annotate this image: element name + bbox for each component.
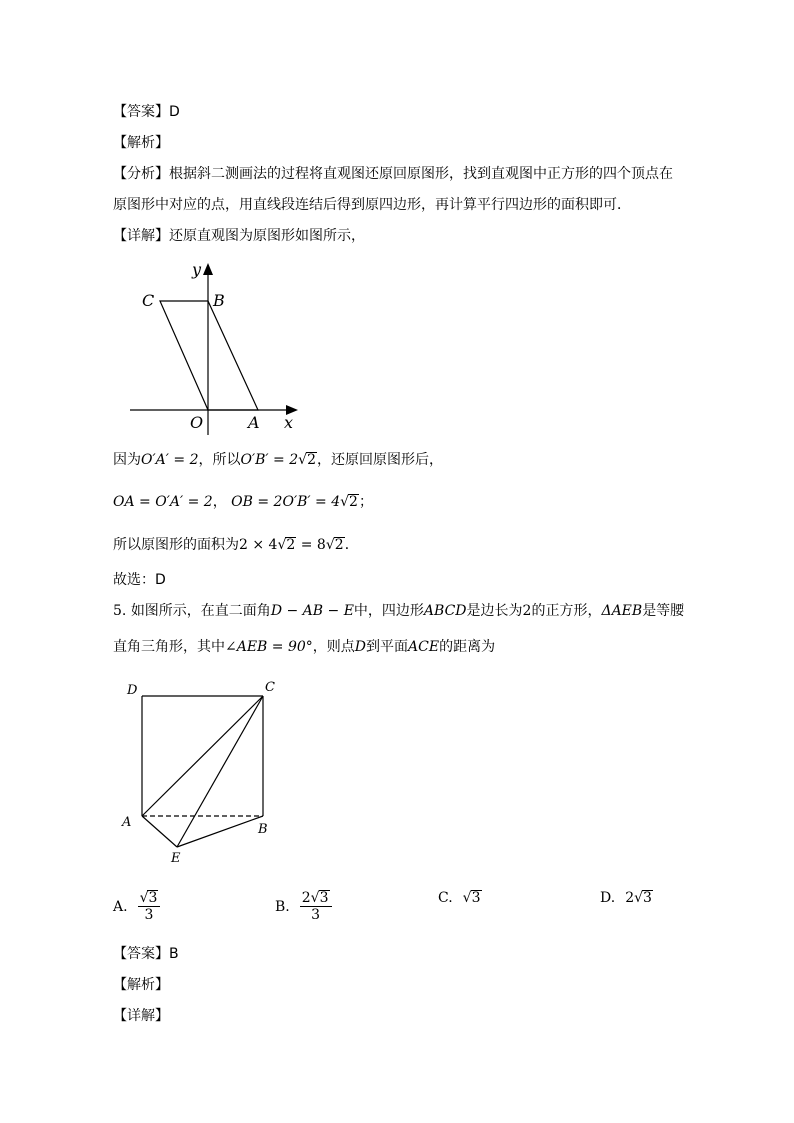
sqrt-icon: √ xyxy=(139,890,149,906)
q4-fenxi-line1 xyxy=(113,164,673,184)
y-axis-arrow-icon xyxy=(203,263,213,275)
radicand: 2 xyxy=(334,537,344,553)
edge-AE xyxy=(142,816,177,847)
radicand: 2 xyxy=(307,452,316,468)
eq-OB-prime: O′B′ = 2 xyxy=(240,452,299,468)
sqrt-icon: √ xyxy=(277,537,287,553)
option-value xyxy=(300,890,332,923)
option-D[interactable] xyxy=(600,890,653,906)
radicand: 2 xyxy=(349,494,358,510)
sqrt-icon: √ xyxy=(462,890,472,906)
radicand: 3 xyxy=(319,890,329,906)
option-B[interactable] xyxy=(275,890,332,923)
coefficient: 2 xyxy=(625,890,635,906)
fenxi-text: 根据斜二测画法的过程将直观图还原回原图形，找到直观图中正方形的四个顶点在 xyxy=(169,166,673,182)
q4-fenxi-line2: 原图形中对应的点，用直线段连结后得到原四边形，再计算平行四边形的面积即可． xyxy=(113,197,631,213)
q5-text: 的正方形， xyxy=(531,603,602,619)
q5-dihedral-figure xyxy=(115,675,290,870)
area-expr-a: 2 × 4 xyxy=(239,537,278,553)
denominator: 3 xyxy=(144,907,154,923)
q4-analysis-tag: 【解析】 xyxy=(113,135,169,151)
option-C[interactable] xyxy=(438,890,482,906)
q5-answer-line xyxy=(113,944,179,964)
sqrt-icon: √ xyxy=(340,494,350,510)
option-A[interactable] xyxy=(113,890,160,923)
q4-area-line xyxy=(113,535,359,555)
detail-tag: 【详解】 xyxy=(113,228,169,244)
radicand: 3 xyxy=(148,890,158,906)
label-A: A xyxy=(248,413,260,432)
q5-math: ΔAEB xyxy=(601,603,643,619)
edge-EB xyxy=(177,816,263,847)
q4-because-line xyxy=(113,450,443,470)
q5-detail-tag: 【详解】 xyxy=(113,1008,169,1024)
q5-math: D − AB − E xyxy=(270,603,354,619)
answer-tag: 【答案】 xyxy=(113,946,169,962)
q4-parallelogram-figure xyxy=(120,255,310,435)
option-letter: B. xyxy=(275,898,290,915)
label-x: x xyxy=(284,413,294,432)
radicand: 3 xyxy=(471,890,481,906)
option-value xyxy=(138,890,161,923)
because-text: 因为 xyxy=(113,452,141,468)
q4-choice: 故选：D xyxy=(113,572,166,588)
detail-text: 还原直观图为原图形如图所示， xyxy=(169,228,365,244)
option-letter: A. xyxy=(113,898,128,915)
q5-text: 如图所示，在直二面角 xyxy=(130,603,271,619)
q5-text-line1 xyxy=(113,601,684,621)
eq-OA-prime: O′A′ = 2 xyxy=(141,452,199,468)
answer-value: D xyxy=(169,104,180,120)
q5-math: ACE xyxy=(408,639,440,655)
q5-math: D xyxy=(354,639,367,655)
fenxi-tag: 【分析】 xyxy=(113,166,169,182)
after-text: ，还原回原图形后， xyxy=(317,452,443,468)
area-expr-b: = 8 xyxy=(296,537,326,553)
q5-analysis-tag: 【解析】 xyxy=(113,977,169,993)
q5-text: 是等腰 xyxy=(642,603,685,619)
radicand: 3 xyxy=(643,890,652,906)
label-C: C xyxy=(142,291,155,310)
q5-math: 2 xyxy=(522,603,532,619)
edge-EC xyxy=(177,696,263,847)
q4-detail-line xyxy=(113,226,365,246)
option-value xyxy=(463,890,482,906)
so-text: ，所以 xyxy=(198,452,241,468)
label-y: y xyxy=(192,260,202,279)
sqrt-icon: √ xyxy=(310,890,320,906)
q5-text: 是边长为 xyxy=(466,603,523,619)
q4-eq-line xyxy=(113,492,373,512)
answer-value: B xyxy=(169,946,179,962)
answer-tag: 【答案】 xyxy=(113,104,169,120)
q5-text: 的距离为 xyxy=(439,639,496,655)
sep: ， xyxy=(212,494,227,510)
sqrt-icon: √ xyxy=(634,890,644,906)
area-text: 所以原图形的面积为 xyxy=(113,537,239,553)
q5-text: ，则点 xyxy=(312,639,355,655)
denominator: 3 xyxy=(311,907,321,923)
radicand: 2 xyxy=(286,537,296,553)
sqrt-icon: √ xyxy=(298,452,308,468)
parallelogram-OABC xyxy=(160,301,258,410)
label-B: B xyxy=(213,291,225,310)
label-O: O xyxy=(190,413,204,432)
q5-text-line2 xyxy=(113,637,495,657)
q5-text: 到平面 xyxy=(366,639,409,655)
label-D: D xyxy=(127,683,138,698)
option-letter: C. xyxy=(438,890,453,906)
question-number: 5. xyxy=(113,603,127,619)
label-A: A xyxy=(122,815,132,830)
sqrt-icon: √ xyxy=(325,537,335,553)
edge-AC xyxy=(142,696,263,816)
option-letter: D. xyxy=(600,890,616,906)
period: ． xyxy=(344,537,359,553)
option-value xyxy=(625,890,653,906)
semicolon: ； xyxy=(358,494,373,510)
eq-OA: OA = O′A′ = 2 xyxy=(113,494,213,510)
label-B: B xyxy=(258,822,268,837)
q5-math: ABCD xyxy=(423,603,467,619)
coefficient: 2 xyxy=(301,890,311,906)
label-C: C xyxy=(265,680,275,695)
q5-math: ∠AEB = 90° xyxy=(225,639,313,655)
q5-text: 中，四边形 xyxy=(353,603,424,619)
q4-answer-line xyxy=(113,102,180,122)
eq-OB: OB = 2O′B′ = 4 xyxy=(231,494,341,510)
label-E: E xyxy=(171,851,181,866)
q5-text: 直角三角形，其中 xyxy=(113,639,225,655)
